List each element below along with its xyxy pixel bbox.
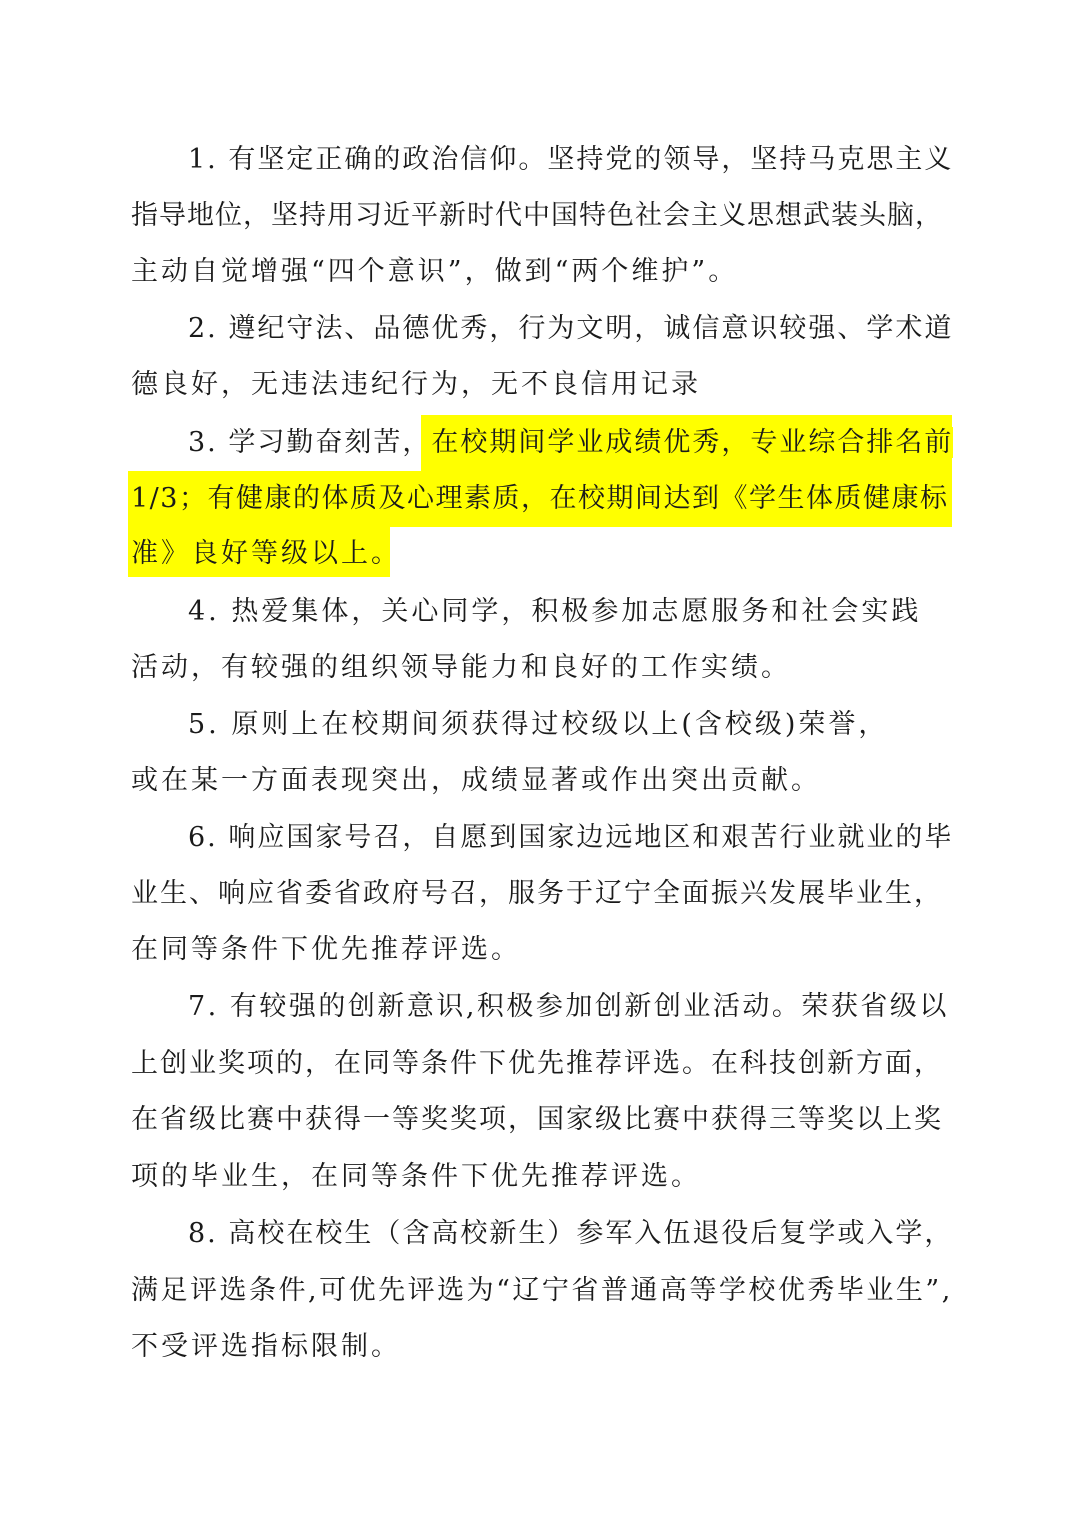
item-4-line-1: 4. 热爱集体，关心同学，积极参加志愿服务和社会实践 — [188, 596, 922, 627]
item-3-highlight-text-3: 准》良好等级以上。 — [131, 538, 401, 569]
item-8-line-1: 8. 高校在校生（含高校新生）参军入伍退役后复学或入学， — [188, 1218, 954, 1249]
item-8-line-2: 满足评选条件,可优先评选为“辽宁省普通高等学校优秀毕业生”, — [131, 1275, 953, 1306]
item-7-line-1: 7. 有较强的创新意识,积极参加创新创业活动。荣获省级以 — [188, 991, 949, 1022]
item-2-line-1: 2. 遵纪守法、品德优秀，行为文明，诚信意识较强、学术道 — [188, 313, 954, 344]
item-1-line-1: 1. 有坚定正确的政治信仰。坚持党的领导，坚持马克思主义 — [188, 144, 954, 175]
item-7-line-4: 项的毕业生，在同等条件下优先推荐评选。 — [131, 1161, 701, 1192]
item-5-line-2: 或在某一方面表现突出，成绩显著或作出突出贡献。 — [131, 765, 821, 796]
item-3-plain-text: 3. 学习勤奋刻苦， — [188, 427, 432, 458]
item-8-line-3: 不受评选指标限制。 — [131, 1331, 401, 1362]
item-3-highlight-text-1: 在校期间学业成绩优秀，专业综合排名前 — [431, 427, 954, 458]
item-3-line-3 — [131, 526, 401, 582]
item-1-line-3: 主动自觉增强“四个意识”，做到“两个维护”。 — [131, 256, 739, 287]
item-6-line-2: 业生、响应省委省政府号召，服务于辽宁全面振兴发展毕业生， — [131, 878, 943, 909]
item-4-line-2: 活动，有较强的组织领导能力和良好的工作实绩。 — [131, 652, 791, 683]
item-7-line-3: 在省级比赛中获得一等奖奖项，国家级比赛中获得三等奖以上奖 — [131, 1104, 943, 1135]
item-3-line-1 — [188, 415, 953, 471]
item-5-line-1: 5. 原则上在校期间须获得过校级以上(含校级)荣誉， — [188, 709, 889, 740]
item-1-line-2: 指导地位，坚持用习近平新时代中国特色社会主义思想武装头脑， — [131, 200, 943, 231]
item-3-line-2 — [131, 471, 948, 527]
item-6-line-1: 6. 响应国家号召，自愿到国家边远地区和艰苦行业就业的毕 — [188, 822, 954, 853]
item-2-line-2: 德良好，无违法违纪行为，无不良信用记录 — [131, 369, 701, 400]
item-3-highlight-text-2: 1/3；有健康的体质及心理素质，在校期间达到《学生体质健康标 — [131, 483, 949, 514]
item-6-line-3: 在同等条件下优先推荐评选。 — [131, 934, 521, 965]
item-7-line-2: 上创业奖项的，在同等条件下优先推荐评选。在科技创新方面， — [131, 1048, 943, 1079]
